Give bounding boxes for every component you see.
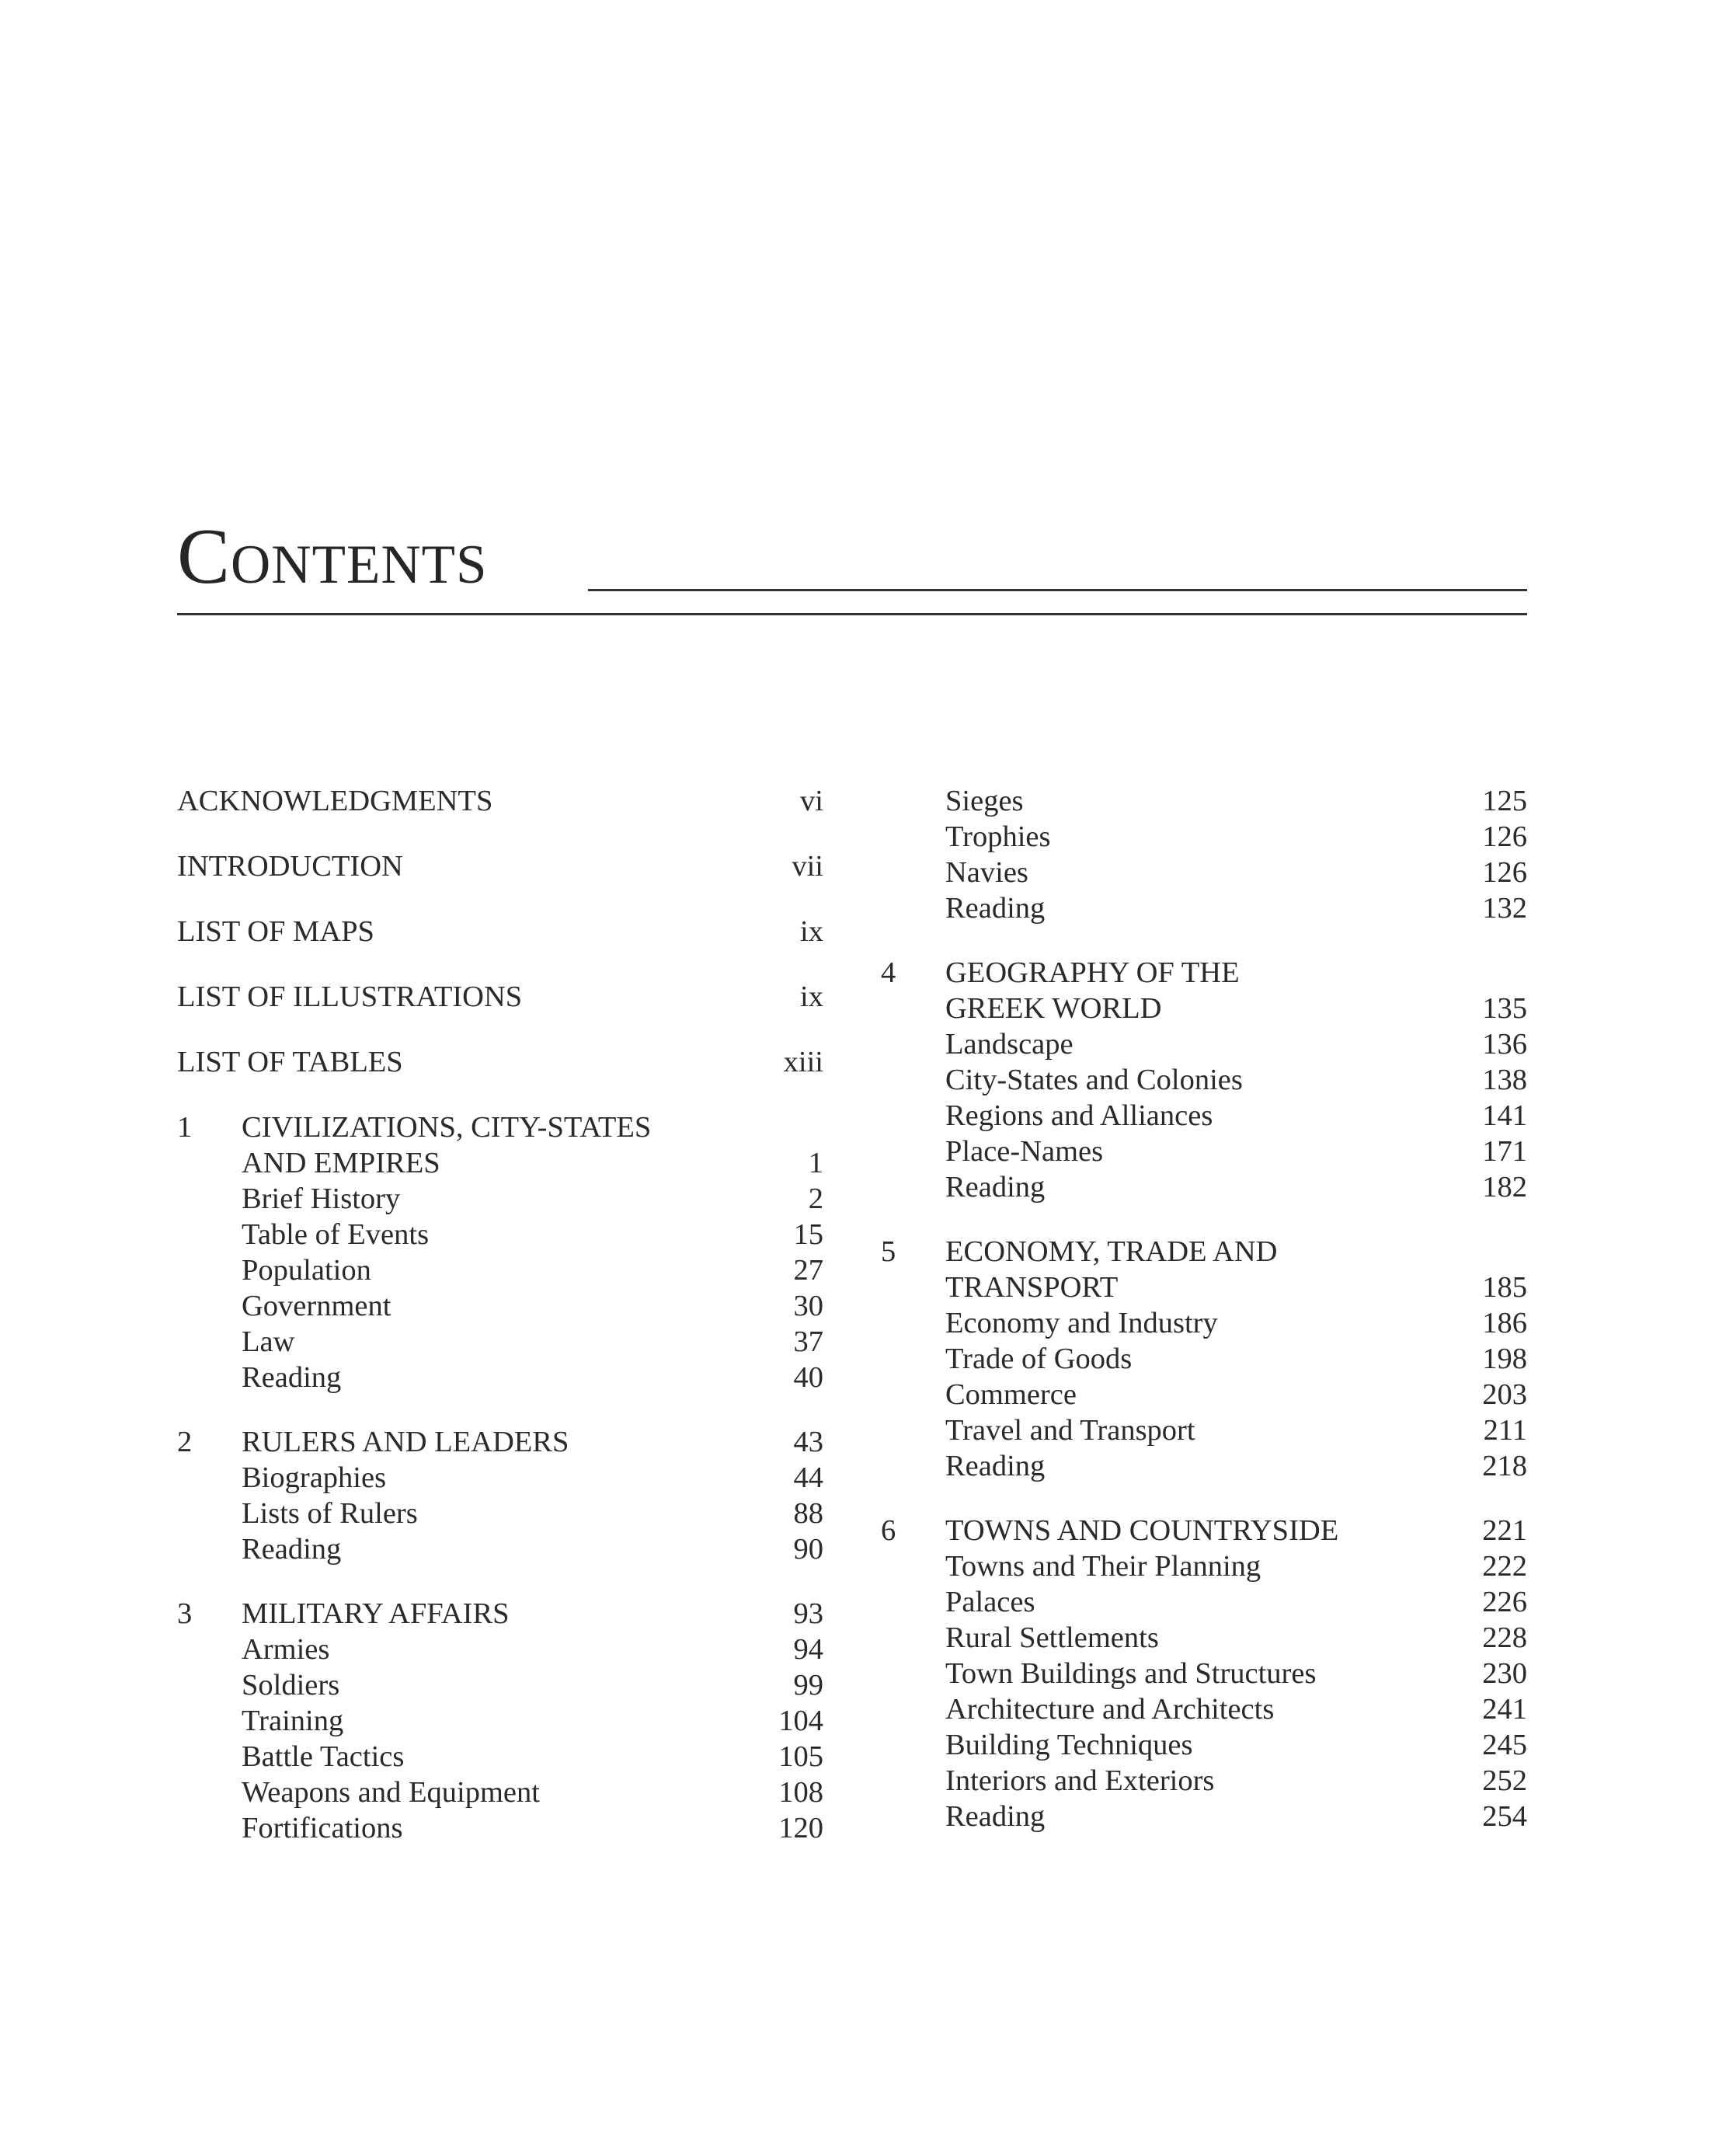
toc-page-number: 99 [793,1669,823,1701]
toc-section-label: Rural Settlements [945,1621,1159,1654]
toc-page-number: 126 [1482,856,1527,889]
toc-section[interactable] [177,1217,823,1252]
toc-section[interactable] [177,1288,823,1324]
chapter-title-line: GEOGRAPHY OF THE [945,956,1240,989]
toc-page-number: 120 [778,1812,823,1844]
toc-page-number: 90 [793,1533,823,1566]
toc-section-label: Palaces [945,1586,1035,1618]
toc-section-label: Reading [945,1171,1046,1203]
toc-section[interactable] [881,890,1527,926]
toc-page-number: 30 [793,1290,823,1322]
toc-page-number: 198 [1482,1343,1527,1375]
toc-page-number: 27 [793,1254,823,1287]
chapter-number: 2 [177,1426,193,1458]
toc-section-label: Battle Tactics [242,1740,405,1773]
toc-section[interactable] [881,1584,1527,1620]
toc-page-number: 228 [1482,1621,1527,1654]
toc-page-number: xiii [783,1046,823,1078]
toc-section-label: Biographies [242,1461,387,1494]
toc-section-label: Government [242,1290,391,1322]
toc-page-number: 222 [1482,1550,1527,1583]
toc-section[interactable] [881,1305,1527,1341]
toc-entry-list-of-tables[interactable] [177,1044,823,1080]
toc-page-number: 211 [1483,1414,1527,1447]
toc-section[interactable] [177,1667,823,1703]
toc-section-label: Lists of Rulers [242,1497,418,1530]
toc-section-label: Place-Names [945,1135,1104,1168]
toc-section-label: Economy and Industry [945,1307,1218,1339]
toc-section-label: Reading [945,892,1046,925]
toc-section-label: Law [242,1325,295,1358]
toc-section-label: Interiors and Exteriors [945,1764,1215,1797]
toc-page-number: 88 [793,1497,823,1530]
toc-entry-acknowledgments[interactable] [177,783,823,819]
toc-section[interactable] [881,855,1527,890]
toc-section-label: Fortifications [242,1812,403,1844]
toc-section[interactable] [177,1496,823,1531]
toc-page-number: ix [800,980,823,1013]
toc-page-number: 203 [1482,1378,1527,1411]
toc-page-number: ix [800,915,823,948]
toc-page-number: 221 [1482,1514,1527,1547]
toc-page-number: vi [800,785,823,817]
toc-section[interactable] [177,1810,823,1846]
toc-entry-list-of-maps[interactable] [177,914,823,949]
toc-section[interactable] [881,1763,1527,1799]
toc-section-label: Sieges [945,785,1024,817]
toc-page-number: 104 [778,1705,823,1737]
toc-section-label: Architecture and Architects [945,1693,1275,1726]
toc-entry-list-of-illustrations[interactable] [177,979,823,1015]
chapter-title-line: TRANSPORT [945,1271,1119,1304]
toc-section-label: Town Buildings and Structures [945,1657,1317,1690]
toc-section-label: Towns and Their Planning [945,1550,1261,1583]
chapter-6-heading[interactable] [881,1513,1527,1548]
chapter-title-line: MILITARY AFFAIRS [242,1597,510,1630]
toc-section[interactable] [881,1134,1527,1169]
toc-section-label: Table of Events [242,1218,430,1251]
chapter-title-line: GREEK WORLD [945,992,1162,1025]
toc-section-label: Reading [945,1450,1046,1482]
toc-entry-label: LIST OF MAPS [177,915,374,948]
toc-section-label: Trade of Goods [945,1343,1133,1375]
chapter-number: 6 [881,1514,896,1547]
toc-page-number: 105 [778,1740,823,1773]
chapter-1-heading-cont[interactable] [177,1145,823,1181]
toc-section-label: Soldiers [242,1669,340,1701]
toc-page-number: 40 [793,1361,823,1394]
chapter-number: 5 [881,1235,896,1268]
toc-entry-introduction[interactable] [177,848,823,884]
toc-page-number: 108 [778,1776,823,1809]
toc-section-label: Population [242,1254,371,1287]
toc-section[interactable] [177,1460,823,1496]
chapter-5-heading[interactable] [881,1234,1527,1270]
toc-page-number: 94 [793,1633,823,1666]
toc-page-number: vii [792,850,823,883]
toc-section[interactable] [881,1098,1527,1134]
toc-page-number: 245 [1482,1729,1527,1761]
toc-entry-label: ACKNOWLEDGMENTS [177,785,493,817]
toc-page-number: 182 [1482,1171,1527,1203]
toc-page-number: 252 [1482,1764,1527,1797]
toc-section-label: Commerce [945,1378,1077,1411]
heading-underline [177,613,1527,615]
toc-section[interactable] [881,1548,1527,1584]
chapter-number: 4 [881,956,896,989]
toc-section-label: Reading [242,1533,342,1566]
toc-page-number: 132 [1482,892,1527,925]
toc-page-number: 141 [1482,1099,1527,1132]
toc-section[interactable] [881,1341,1527,1377]
toc-section[interactable] [177,1252,823,1288]
toc-section[interactable] [881,1799,1527,1834]
toc-section-label: Trophies [945,820,1051,853]
toc-section[interactable] [881,1169,1527,1205]
toc-page-number: 37 [793,1325,823,1358]
toc-page-number: 218 [1482,1450,1527,1482]
toc-section[interactable] [177,1775,823,1810]
toc-section-label: Navies [945,856,1028,889]
chapter-title-line: AND EMPIRES [242,1147,440,1179]
toc-section[interactable] [881,783,1527,819]
toc-page-number: 15 [793,1218,823,1251]
chapter-1-heading[interactable] [177,1109,823,1145]
toc-page-number: 226 [1482,1586,1527,1618]
toc-page-number: 125 [1482,785,1527,817]
toc-section[interactable] [177,1360,823,1395]
toc-section[interactable] [881,1448,1527,1484]
toc-section[interactable] [881,819,1527,855]
toc-section-label: Regions and Alliances [945,1099,1213,1132]
chapter-title-line: TOWNS AND COUNTRYSIDE [945,1514,1339,1547]
chapter-number: 3 [177,1597,193,1630]
toc-section[interactable] [881,1412,1527,1448]
toc-entry-label: INTRODUCTION [177,850,403,883]
toc-section-label: Building Techniques [945,1729,1193,1761]
toc-section[interactable] [177,1531,823,1567]
toc-section[interactable] [881,1656,1527,1691]
chapter-3-heading[interactable] [177,1596,823,1632]
toc-section-label: Reading [945,1800,1046,1833]
toc-section-label: Reading [242,1361,342,1394]
toc-page-number: 1 [808,1147,823,1179]
toc-page-number: 230 [1482,1657,1527,1690]
toc-section[interactable] [881,1062,1527,1098]
toc-page-number: 44 [793,1461,823,1494]
toc-page-number: 185 [1482,1271,1527,1304]
toc-section-label: Armies [242,1633,330,1666]
toc-entry-label: LIST OF TABLES [177,1046,403,1078]
chapter-4-heading-cont[interactable] [881,991,1527,1026]
toc-page-number: 241 [1482,1693,1527,1726]
toc-section[interactable] [881,1620,1527,1656]
toc-section[interactable] [177,1324,823,1360]
toc-section-label: Brief History [242,1182,401,1215]
toc-section[interactable] [881,1691,1527,1727]
toc-page-number: 138 [1482,1064,1527,1096]
chapter-4-heading[interactable] [881,955,1527,991]
toc-section[interactable] [881,1026,1527,1062]
chapter-2-heading[interactable] [177,1424,823,1460]
toc-left-column [177,783,823,1846]
toc-section[interactable] [177,1739,823,1775]
toc-section[interactable] [177,1632,823,1667]
toc-section-label: Training [242,1705,344,1737]
toc-section[interactable] [881,1377,1527,1412]
toc-page-number: 93 [793,1597,823,1630]
toc-page-number: 135 [1482,992,1527,1025]
toc-section-label: Travel and Transport [945,1414,1195,1447]
toc-section[interactable] [881,1727,1527,1763]
toc-right-column [881,783,1527,1834]
chapter-title-line: ECONOMY, TRADE AND [945,1235,1278,1268]
chapter-title-line: CIVILIZATIONS, CITY-STATES [242,1111,652,1144]
toc-entry-label: LIST OF ILLUSTRATIONS [177,980,523,1013]
title-rule [588,589,1527,591]
chapter-number: 1 [177,1111,193,1144]
page-title: Contents [177,513,488,601]
toc-page-number: 2 [808,1182,823,1215]
chapter-title-line: RULERS AND LEADERS [242,1426,569,1458]
toc-page-number: 43 [793,1426,823,1458]
toc-section[interactable] [177,1703,823,1739]
toc-page-number: 254 [1482,1800,1527,1833]
toc-page-number: 126 [1482,820,1527,853]
toc-section-label: Weapons and Equipment [242,1776,540,1809]
toc-page-number: 136 [1482,1028,1527,1061]
toc-page-number: 171 [1482,1135,1527,1168]
toc-section-label: Landscape [945,1028,1074,1061]
toc-page-number: 186 [1482,1307,1527,1339]
toc-section[interactable] [177,1181,823,1217]
chapter-5-heading-cont[interactable] [881,1270,1527,1305]
toc-section-label: City-States and Colonies [945,1064,1243,1096]
